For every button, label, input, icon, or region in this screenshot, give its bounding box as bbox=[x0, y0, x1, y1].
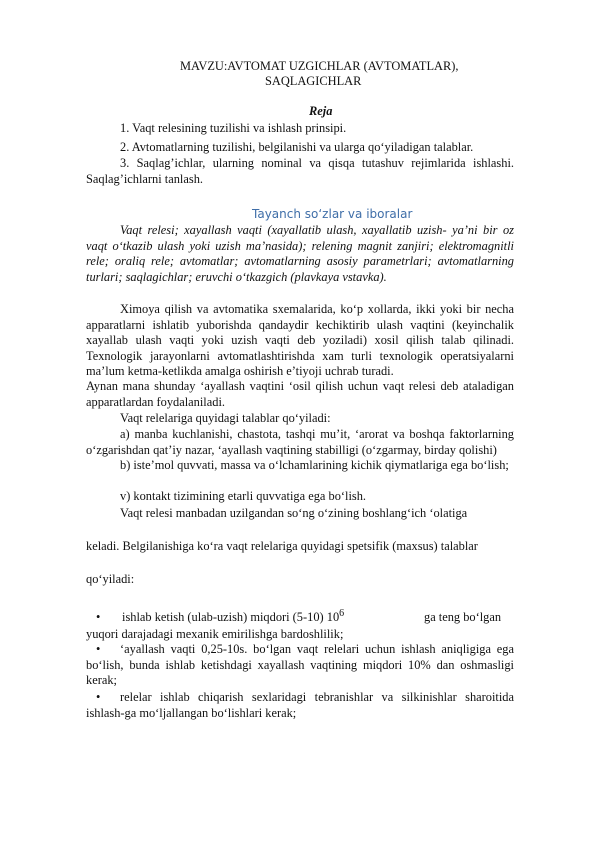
requirement-v: v) kontakt tizimining etarli quvvatiga ega bo‘lish. bbox=[120, 489, 367, 503]
body-paragraph-2: Aynan mana shunday ‘ayallash vaqtini ‘osil qilish uchun vaqt relesi deb ataladigan apparatlardan foydalaniladi. bbox=[86, 379, 514, 409]
body-line-qoyiladi: qo‘yiladi: bbox=[86, 572, 135, 586]
keywords-paragraph: Vaqt relesi; xayallash vaqti (xayallatib ulash, xayallatib uzish- ya’ni bir oz vaqt o‘tkazib ulash yoki uzish ma’nasida); relening magnit zanjiri; elektromagnitli rele; oraliq rele; avtomatlar; avtomatlarning asosiy parametrlari; avtomatlarning turlari; saqlagichlar; eruvchi o‘tkazgich (plavkaya vstavka). bbox=[86, 223, 514, 284]
plan-heading: Reja bbox=[309, 104, 333, 118]
body-line-source: Vaqt relesi manbadan uzilgandan so‘ng o‘zining boshlang‘ich ‘olatiga bbox=[120, 506, 468, 520]
requirements-intro: Vaqt relelariga quyidagi talablar qo‘yiladi: bbox=[120, 411, 331, 425]
requirement-b: b) iste’mol quvvati, massa va o‘lchamlarining kichik qiymatlariga ega bo‘lish; bbox=[120, 458, 509, 472]
bullet-1-part-a: ishlab ketish (ulab-uzish) miqdori (5-10) 10 bbox=[122, 610, 340, 624]
bullet-3-text: relelar ishlab chiqarish sexlaridagi tebranishlar va silkinishlar sharoitida ishlash-ga mo‘ljallangan bo‘lishlari kerak; bbox=[86, 690, 514, 720]
body-paragraph-1: Ximoya qilish va avtomatika sxemalarida, ko‘p xollarda, ikki yoki bir necha apparatlarni ishlatib yuborishda qandaydir kechiktirib ulash vaqtini (keyinchalik xayallab ulash vaqti yoki uzish vaqti deb yoziladi) xosil qilish talab qilinadi. Texnologik jarayonlarni avtomatlashtirishda xam turli texnologik operatsiyalarni ma’lum ketma-ketlikda amalga oshirish e’tiyoji uchrab turadi. bbox=[86, 302, 514, 378]
document-title: MAVZU:AVTOMAT UZGICHLAR (AVTOMATLAR), bbox=[180, 59, 459, 73]
bullet-icon: • bbox=[96, 610, 101, 624]
plan-item-1: 1. Vaqt relesining tuzilishi va ishlash prinsipi. bbox=[120, 121, 347, 135]
bullet-2-text: ‘ayallash vaqti 0,25-10s. bo‘lgan vaqt relelari uchun ishlash aniqligiga ega bo‘lish, bunda ishlab ketishdagi xayallash vaqtining miqdori 10% dan oshmasligi kerak; bbox=[86, 642, 514, 687]
plan-item-3: 3. Saqlag’ichlar, ularning nominal va qisqa tutashuv rejimlarida ishlashi. Saqlag’ichlarni tanlash. bbox=[86, 156, 514, 186]
body-line-keladi: keladi. Belgilanishiga ko‘ra vaqt relelariga quyidagi spetsifik (maxsus) talablar bbox=[86, 539, 478, 553]
plan-item-2: 2. Avtomatlarning tuzilishi, belgilanishi va ularga qo‘yiladigan talablar. bbox=[120, 140, 474, 154]
bullet-1-exponent: 6 bbox=[339, 608, 345, 619]
requirement-a: a) manba kuchlanishi, chastota, tashqi mu’it, ‘arorat va boshqa faktorlarning o‘zgarishdan qat’iy nazar, ‘ayallash vaqtining stabilligi (o‘zgarmay, birday qolishi) bbox=[86, 427, 514, 457]
bullet-icon: • bbox=[96, 642, 101, 656]
document-title-line2: SAQLAGICHLAR bbox=[265, 74, 362, 88]
bullet-1-text bbox=[122, 610, 344, 626]
keywords-heading: Tayanch so‘zlar va iboralar bbox=[252, 207, 413, 221]
bullet-1-part-b: ga teng bo‘lgan bbox=[424, 610, 502, 624]
bullet-1-continuation: yuqori darajadagi mexanik emirilishga bardoshlilik; bbox=[86, 627, 344, 641]
bullet-icon: • bbox=[96, 690, 101, 704]
